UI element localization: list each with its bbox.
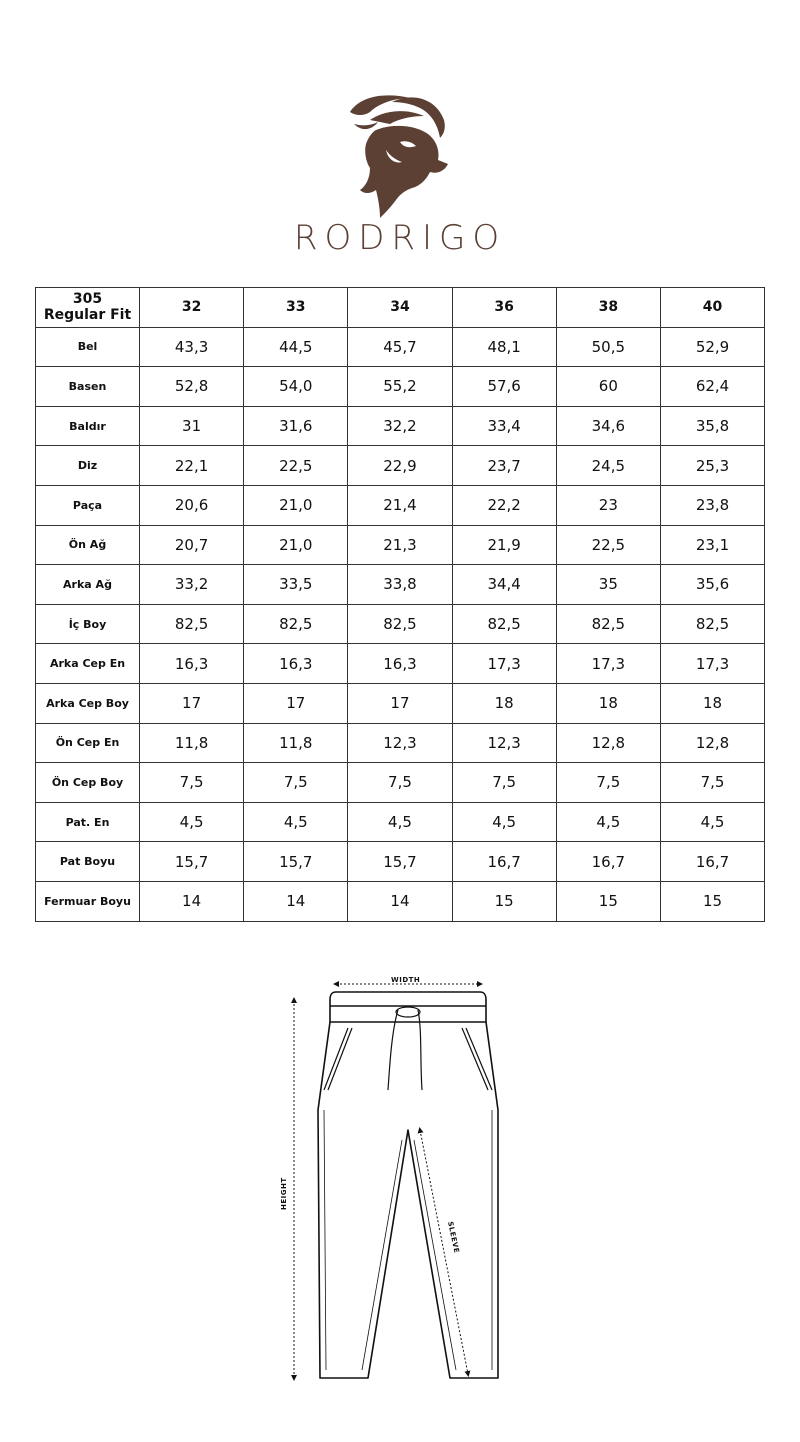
measurement-value: 44,5 bbox=[244, 327, 348, 367]
measurement-label: Arka Ağ bbox=[36, 565, 140, 605]
measurement-value: 21,4 bbox=[348, 485, 452, 525]
measurement-value: 12,3 bbox=[348, 723, 452, 763]
measurement-value: 15 bbox=[452, 881, 556, 921]
measurement-value: 48,1 bbox=[452, 327, 556, 367]
measurement-value: 52,9 bbox=[660, 327, 764, 367]
size-header: 33 bbox=[244, 288, 348, 328]
measurement-value: 4,5 bbox=[556, 802, 660, 842]
table-row bbox=[36, 565, 765, 605]
table-row bbox=[36, 446, 765, 486]
measurement-value: 23 bbox=[556, 485, 660, 525]
measurement-value: 21,3 bbox=[348, 525, 452, 565]
measurement-value: 22,2 bbox=[452, 485, 556, 525]
size-header: 40 bbox=[660, 288, 764, 328]
measurement-value: 23,8 bbox=[660, 485, 764, 525]
measurement-value: 20,7 bbox=[140, 525, 244, 565]
measurement-value: 21,0 bbox=[244, 525, 348, 565]
measurement-label: Baldır bbox=[36, 406, 140, 446]
measurement-value: 17,3 bbox=[660, 644, 764, 684]
measurement-label: Arka Cep Boy bbox=[36, 683, 140, 723]
measurement-value: 35,8 bbox=[660, 406, 764, 446]
measurement-label: Pat Boyu bbox=[36, 842, 140, 882]
trousers-measurement-icon bbox=[270, 970, 530, 1390]
brand-logo bbox=[0, 90, 800, 218]
measurement-value: 16,3 bbox=[348, 644, 452, 684]
measurement-value: 16,7 bbox=[452, 842, 556, 882]
measurement-value: 31 bbox=[140, 406, 244, 446]
measurement-value: 4,5 bbox=[452, 802, 556, 842]
measurement-value: 11,8 bbox=[244, 723, 348, 763]
measurement-value: 14 bbox=[348, 881, 452, 921]
table-row bbox=[36, 406, 765, 446]
size-header: 34 bbox=[348, 288, 452, 328]
measurement-value: 17 bbox=[348, 683, 452, 723]
measurement-value: 57,6 bbox=[452, 367, 556, 407]
measurement-label: Pat. En bbox=[36, 802, 140, 842]
measurement-value: 33,5 bbox=[244, 565, 348, 605]
measurement-value: 4,5 bbox=[244, 802, 348, 842]
trousers-measurement-diagram bbox=[270, 970, 530, 1390]
sleeve-label: SLEEVE bbox=[446, 1220, 461, 1254]
measurement-value: 17 bbox=[140, 683, 244, 723]
measurement-value: 18 bbox=[660, 683, 764, 723]
measurement-value: 33,4 bbox=[452, 406, 556, 446]
measurement-label: Basen bbox=[36, 367, 140, 407]
measurement-value: 43,3 bbox=[140, 327, 244, 367]
measurement-value: 82,5 bbox=[348, 604, 452, 644]
measurement-value: 50,5 bbox=[556, 327, 660, 367]
measurement-value: 20,6 bbox=[140, 485, 244, 525]
measurement-value: 15,7 bbox=[140, 842, 244, 882]
measurement-value: 7,5 bbox=[452, 763, 556, 803]
measurement-value: 32,2 bbox=[348, 406, 452, 446]
measurement-value: 15,7 bbox=[244, 842, 348, 882]
measurement-value: 82,5 bbox=[140, 604, 244, 644]
table-row bbox=[36, 485, 765, 525]
measurement-label: Ön Ağ bbox=[36, 525, 140, 565]
size-header-row bbox=[36, 288, 765, 328]
measurement-value: 4,5 bbox=[348, 802, 452, 842]
measurement-value: 34,6 bbox=[556, 406, 660, 446]
measurement-value: 31,6 bbox=[244, 406, 348, 446]
measurement-value: 17,3 bbox=[452, 644, 556, 684]
measurement-value: 7,5 bbox=[244, 763, 348, 803]
measurement-value: 82,5 bbox=[244, 604, 348, 644]
measurement-value: 12,3 bbox=[452, 723, 556, 763]
measurement-value: 55,2 bbox=[348, 367, 452, 407]
size-table-body bbox=[36, 327, 765, 921]
measurement-value: 21,9 bbox=[452, 525, 556, 565]
measurement-value: 14 bbox=[140, 881, 244, 921]
measurement-value: 17,3 bbox=[556, 644, 660, 684]
measurement-value: 34,4 bbox=[452, 565, 556, 605]
goat-head-icon bbox=[340, 90, 460, 218]
height-label: HEIGHT bbox=[280, 1177, 288, 1210]
measurement-label: Ön Cep En bbox=[36, 723, 140, 763]
measurement-value: 82,5 bbox=[660, 604, 764, 644]
measurement-value: 33,8 bbox=[348, 565, 452, 605]
measurement-value: 14 bbox=[244, 881, 348, 921]
measurement-value: 16,3 bbox=[140, 644, 244, 684]
measurement-value: 33,2 bbox=[140, 565, 244, 605]
table-row bbox=[36, 367, 765, 407]
size-chart-table bbox=[35, 287, 765, 922]
measurement-value: 17 bbox=[244, 683, 348, 723]
measurement-value: 16,3 bbox=[244, 644, 348, 684]
width-label: WIDTH bbox=[391, 976, 421, 984]
measurement-value: 11,8 bbox=[140, 723, 244, 763]
measurement-value: 16,7 bbox=[556, 842, 660, 882]
measurement-value: 62,4 bbox=[660, 367, 764, 407]
measurement-value: 22,1 bbox=[140, 446, 244, 486]
measurement-value: 12,8 bbox=[660, 723, 764, 763]
measurement-value: 35 bbox=[556, 565, 660, 605]
size-header: 32 bbox=[140, 288, 244, 328]
model-number: 305 bbox=[72, 291, 103, 308]
measurement-value: 7,5 bbox=[348, 763, 452, 803]
measurement-value: 7,5 bbox=[140, 763, 244, 803]
table-row bbox=[36, 604, 765, 644]
size-header: 38 bbox=[556, 288, 660, 328]
brand-name: RODRIGO bbox=[293, 218, 507, 258]
measurement-label: Arka Cep En bbox=[36, 644, 140, 684]
measurement-value: 82,5 bbox=[556, 604, 660, 644]
measurement-value: 4,5 bbox=[140, 802, 244, 842]
measurement-value: 82,5 bbox=[452, 604, 556, 644]
measurement-label: Ön Cep Boy bbox=[36, 763, 140, 803]
measurement-value: 22,5 bbox=[556, 525, 660, 565]
measurement-value: 15 bbox=[556, 881, 660, 921]
table-row bbox=[36, 327, 765, 367]
measurement-value: 12,8 bbox=[556, 723, 660, 763]
measurement-value: 22,5 bbox=[244, 446, 348, 486]
measurement-value: 22,9 bbox=[348, 446, 452, 486]
measurement-value: 16,7 bbox=[660, 842, 764, 882]
measurement-value: 15 bbox=[660, 881, 764, 921]
measurement-label: İç Boy bbox=[36, 604, 140, 644]
table-row bbox=[36, 683, 765, 723]
measurement-value: 35,6 bbox=[660, 565, 764, 605]
measurement-value: 52,8 bbox=[140, 367, 244, 407]
measurement-value: 24,5 bbox=[556, 446, 660, 486]
measurement-value: 54,0 bbox=[244, 367, 348, 407]
measurement-value: 4,5 bbox=[660, 802, 764, 842]
table-row bbox=[36, 644, 765, 684]
measurement-value: 7,5 bbox=[556, 763, 660, 803]
measurement-value: 7,5 bbox=[660, 763, 764, 803]
table-row bbox=[36, 881, 765, 921]
measurement-value: 18 bbox=[556, 683, 660, 723]
table-row bbox=[36, 802, 765, 842]
measurement-value: 25,3 bbox=[660, 446, 764, 486]
measurement-value: 45,7 bbox=[348, 327, 452, 367]
measurement-value: 18 bbox=[452, 683, 556, 723]
measurement-label: Paça bbox=[36, 485, 140, 525]
measurement-value: 15,7 bbox=[348, 842, 452, 882]
measurement-value: 23,1 bbox=[660, 525, 764, 565]
model-fit-header bbox=[36, 288, 140, 328]
table-row bbox=[36, 763, 765, 803]
fit-label: Regular Fit bbox=[43, 307, 132, 324]
size-header: 36 bbox=[452, 288, 556, 328]
measurement-value: 23,7 bbox=[452, 446, 556, 486]
table-row bbox=[36, 525, 765, 565]
table-row bbox=[36, 723, 765, 763]
measurement-value: 60 bbox=[556, 367, 660, 407]
measurement-label: Bel bbox=[36, 327, 140, 367]
table-row bbox=[36, 842, 765, 882]
measurement-label: Fermuar Boyu bbox=[36, 881, 140, 921]
measurement-value: 21,0 bbox=[244, 485, 348, 525]
measurement-label: Diz bbox=[36, 446, 140, 486]
